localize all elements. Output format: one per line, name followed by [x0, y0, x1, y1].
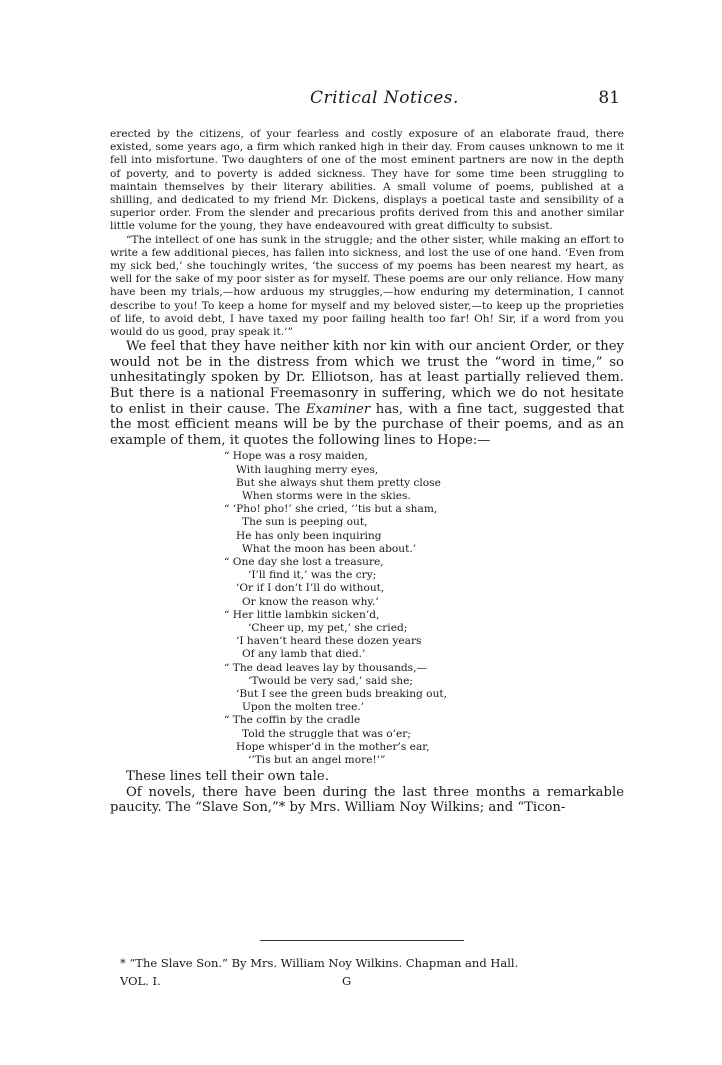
poem-line: Hope whisper’d in the mother’s ear,	[236, 740, 430, 753]
commentary-paragraph	[110, 339, 624, 448]
quoted-letter-paragraph-2: “The intellect of one has sunk in the struggle; and the other sister, while making an effort to write a few additional pieces, has fallen into sickness, and lost the use of one hand. ‘Even from my sick bed,’ she touchingly writes, ‘the success of my poems has been nearest my heart, as well for the sake of my poor sister as for myself. These poems are our only reliance. How many have been my trials,—how arduous my struggles,—how enduring my determination, I cannot describe to you! To keep a home for myself and my beloved sister,—to keep up the proprieties of life, to avoid debt, I have taxed my poor failing health too far! Oh! Sir, if a word from you would do us good, pray speak it.’”	[110, 233, 624, 339]
poem-line: Upon the molten tree.’	[242, 701, 365, 714]
poem-line: When storms were in the skies.	[242, 490, 411, 503]
poem-stanza	[224, 450, 624, 503]
body-text	[110, 128, 624, 816]
poem-stanza	[224, 503, 624, 556]
poem-line: Of any lamb that died.’	[242, 648, 366, 661]
commentary-text-1: We feel that they have neither kith nor kin with our ancient Order, or they would not be in the distress from which we trust the “word in time,” so unhesitatingly spoken by Dr. Elliotson, has at least partially relieved them. But there is a national Freemasonry in suffering, which we do not hesitate to enlist in their cause. The	[110, 339, 624, 417]
footnote-divider	[260, 940, 464, 941]
poem-stanza	[224, 714, 624, 767]
poem-line: ‘Or if I don’t I’ll do without,	[236, 582, 385, 595]
poem-line: ‘I haven’t heard these dozen years	[236, 635, 422, 648]
commentary-text-2: has, with a fine tact, suggested that the most efficient means will be by the purchase of their poems, and as an example of them, it quotes the following lines to Hope:—	[110, 401, 624, 448]
poem-line: Told the struggle that was o’er;	[242, 727, 411, 740]
poem-line: “ The coffin by the cradle	[224, 714, 361, 727]
poem-line: ‘Cheer up, my pet,’ she cried;	[248, 622, 408, 635]
poem-line: ‘Twould be very sad,’ said she;	[248, 674, 413, 687]
quoted-letter-paragraph-1: erected by the citizens, of your fearless and costly exposure of an elaborate fraud, there existed, some years ago, a firm which ranked high in their day. From causes unknown to me it fell into misfortune. Two daughters of one of the most eminent partners are now in the depth of poverty, and to poverty is added sickness. They have for some time been struggling to maintain themselves by their literary abilities. A small volume of poems, published at a shilling, and dedicated to my friend Mr. Dickens, displays a poetical taste and sensibility of a superior order. From the slender and precarious profits derived from this and another similar little volume for the young, they have endeavoured with great difficulty to subsist.	[110, 128, 624, 233]
poem-line: He has only been inquiring	[236, 529, 382, 542]
poem-line: ‘But I see the green buds breaking out,	[236, 688, 448, 701]
footnote: * “The Slave Son.” By Mrs. William Noy Wilkins. Chapman and Hall.	[120, 956, 519, 970]
poem-stanza	[224, 556, 624, 609]
poem-line: “ Hope was a rosy maiden,	[224, 450, 368, 463]
running-title: Critical Notices.	[310, 88, 459, 108]
poem-line: “ ‘Pho! pho!’ she cried, ‘’tis but a sham,	[224, 503, 438, 516]
examiner-title: Examiner	[305, 401, 371, 417]
closing-paragraph-1: These lines tell their own tale.	[126, 769, 329, 785]
poem-line: “ One day she lost a treasure,	[224, 556, 384, 569]
poem-line: “ The dead leaves lay by thousands,—	[224, 661, 428, 674]
poem-line: “ Her little lambkin sicken’d,	[224, 608, 380, 621]
poem-line: Or know the reason why.’	[242, 595, 379, 608]
volume-label: VOL. I.	[120, 974, 161, 988]
poem-line: ‘I’ll find it,’ was the cry;	[248, 569, 377, 582]
poem-line: But she always shut them pretty close	[236, 476, 441, 489]
poem-stanza	[224, 609, 624, 662]
poem-stanza	[224, 662, 624, 715]
poem-line: ‘’Tis but an angel more!’”	[248, 754, 386, 767]
page-number: 81	[598, 88, 620, 108]
poem-line: With laughing merry eyes,	[236, 463, 379, 476]
poem-to-hope	[224, 450, 624, 767]
closing-paragraph-2: Of novels, there have been during the last three months a remarkable paucity. The “Slave Son,”* by Mrs. William Noy Wilkins; and “Ticon-	[110, 784, 624, 816]
signature-mark: G	[342, 974, 352, 988]
running-header	[110, 88, 620, 112]
poem-line: What the moon has been about.’	[242, 542, 417, 555]
poem-line: The sun is peeping out,	[242, 516, 368, 529]
